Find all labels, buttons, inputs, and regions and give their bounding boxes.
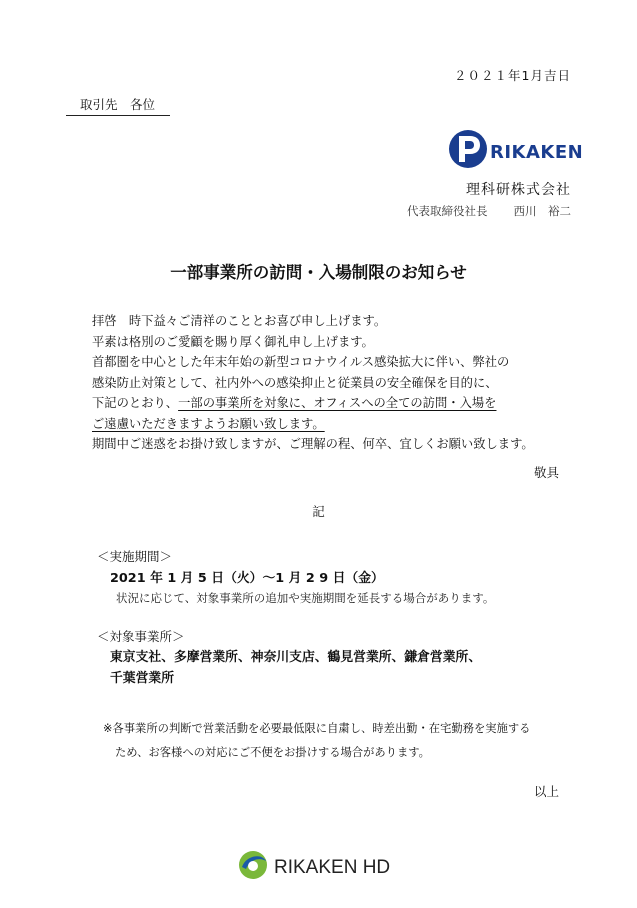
footnote-line: ※各事業所の判断で営業活動を必要最低限に自粛し、時差出勤・在宅勤務を実施する <box>103 722 531 735</box>
body-line: 首都圏を中心とした年末年始の新型コロナウイルス感染拡大に伴い、弊社の <box>92 355 510 369</box>
page-title: 一部事業所の訪問・入場制限のお知らせ <box>170 263 467 282</box>
body-line: 平素は格別のご愛顧を賜り厚く御礼申し上げます。 <box>92 334 374 349</box>
body-line <box>92 414 534 435</box>
period-heading: ＜実施期間＞ <box>97 549 173 564</box>
period-note: 状況に応じて、対象事業所の追加や実施期間を延長する場合があります。 <box>116 591 495 605</box>
ki-marker: 記 <box>312 504 325 519</box>
underlined-text: ご遠慮いただきますようお願い致します。 <box>92 416 325 431</box>
closing-keigu: 敬具 <box>533 465 559 480</box>
document-date: ２０２１年1月吉日 <box>454 68 571 83</box>
hd-emblem-icon <box>239 851 267 879</box>
recipient: 取引先 各位 <box>66 95 170 116</box>
closing-ijo: 以上 <box>533 784 559 799</box>
body-line <box>92 393 534 414</box>
representative <box>407 203 571 219</box>
rep-title: 代表取締役社長 <box>407 204 488 218</box>
underlined-text: 一部の事業所を対象に、オフィスへの全ての訪問・入場を <box>178 396 497 410</box>
period-dates: 2021 年 1 月 5 日（火）～1 月 2 9 日（金） <box>110 571 384 586</box>
body-line: 感染防止対策として、社内外への感染抑止と従業員の安全確保を目的に、 <box>92 375 498 390</box>
offices-heading: ＜対象事業所＞ <box>97 629 185 644</box>
rep-name: 西川 裕二 <box>513 204 571 218</box>
notice-body <box>92 311 534 455</box>
rikaken-hd-logo <box>236 847 426 883</box>
hd-wordmark: RIKAKEN HD <box>274 857 391 878</box>
body-line: 拝啓 時下益々ご清祥のこととお喜び申し上げます。 <box>92 314 387 328</box>
footnote <box>103 717 530 765</box>
body-line: 期間中ご迷惑をお掛け致しますが、ご理解の程、何卒、宜しくお願い致します。 <box>92 437 534 451</box>
company-name: 理科研株式会社 <box>466 182 571 198</box>
rikaken-logo <box>446 126 584 172</box>
logo-wordmark: RIKAKEN <box>490 142 584 163</box>
offices-line: 千葉営業所 <box>110 671 174 686</box>
offices-line: 東京支社、多摩営業所、神奈川支店、鶴見営業所、鎌倉営業所、 <box>110 650 482 665</box>
footnote-line: ため、お客様への対応にご不便をお掛けする場合があります。 <box>115 746 430 759</box>
body-text: 下記のとおり、 <box>92 396 179 410</box>
